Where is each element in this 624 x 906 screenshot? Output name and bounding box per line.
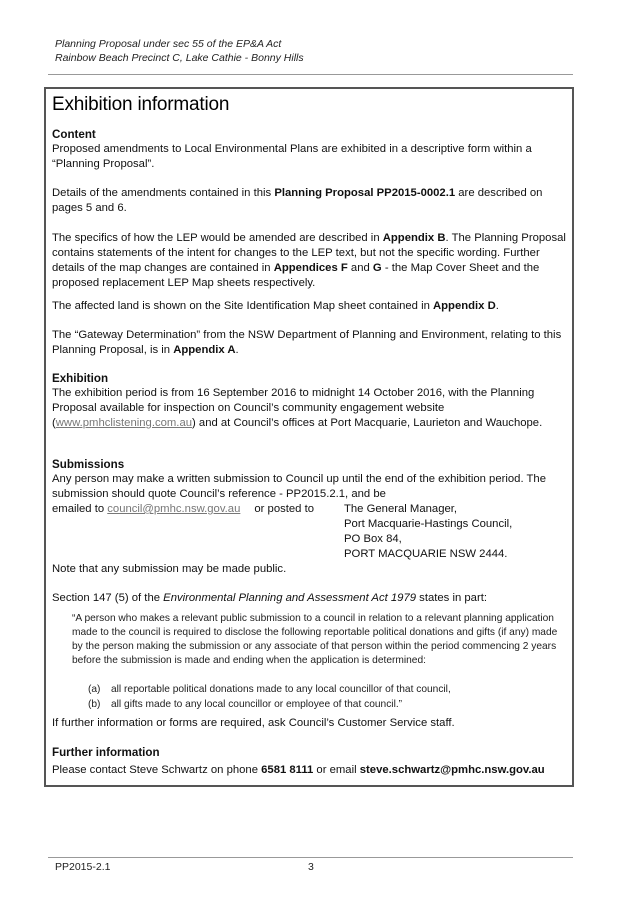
address-line-4: PORT MACQUARIE NSW 2444. [344,548,508,560]
header-rule [48,74,573,75]
section-147-line: Section 147 (5) of the Environmental Planning and Assessment Act 1979 states in part: [52,592,487,604]
footer-reference: PP2015-2.1 [55,861,111,873]
appendices-f: Appendices F [273,262,348,274]
appendix-d: Appendix D [433,300,496,312]
appendix-a: Appendix A [173,344,236,356]
exhibition-heading: Exhibition [52,372,109,385]
address-line-2: Port Macquarie-Hastings Council, [344,518,513,530]
act-title: Environmental Planning and Assessment Act 1979 [163,592,417,604]
content-p1: Proposed amendments to Local Environmental Plans are exhibited in a descriptive form within a “Planning Proposal”. [52,143,532,170]
further-information-section [52,745,572,778]
content-p3: The specifics of how the LEP would be amended are described in Appendix B. The Planning Proposal contains statements of the intent for changes to the LEP text, but not the specific wording. Further details of the map changes are contained in Appendices F and G - the Map Cover Sheet and the proposed replacement LEP Map sheets respectively. [52,232,566,289]
further-info-heading: Further information [52,746,160,759]
address-line-1: The General Manager, [344,503,458,515]
council-email-link[interactable]: council@pmhc.nsw.gov.au [107,503,241,515]
engagement-website-link[interactable]: www.pmhclistening.com.au [55,417,193,429]
appendix-g: G [372,262,382,274]
content-section [52,127,572,172]
contact-email: steve.schwartz@pmhc.nsw.gov.au [359,764,545,776]
contact-phone: 6581 8111 [261,764,314,776]
footer-rule [48,857,573,858]
further-info-note: If further information or forms are required, ask Council’s Customer Service staff. [52,717,455,729]
content-p4: The affected land is shown on the Site Identification Map sheet contained in Appendix D. [52,300,499,312]
box-title: Exhibition information [52,94,230,115]
exhibition-text: The exhibition period is from 16 September 2016 to midnight 14 October 2016, with the Planning Proposal available for inspection on Council’s community engagement website (www.pmhclistening.com.au) and at Council’s offices at Port Macquarie, Laurieton and Wauchope. [52,387,543,429]
appendix-b: Appendix B [382,232,446,244]
header-line-1: Planning Proposal under sec 55 of the EP&A Act [55,38,282,50]
document-header [55,37,304,65]
content-heading: Content [52,128,96,141]
proposal-ref: Planning Proposal PP2015-0002.1 [274,187,456,199]
quote-item-b-text: all gifts made to any local councillor or employee of that council.” [111,699,403,710]
quote-item-a-label: (a) [88,684,101,695]
submissions-heading: Submissions [52,458,125,471]
legal-quote: “A person who makes a relevant public submission to a council in relation to a relevant planning application made to the council is required to disclose the following reportable political donations and gifts (if any) made by the person making the submission or any associate of that person within the period commencing 2 years before the submission is made and ending when the application is determined: [72,613,558,666]
submissions-email-line: emailed to council@pmhc.nsw.gov.au or posted to [52,503,315,515]
content-p2: Details of the amendments contained in this Planning Proposal PP2015-0002.1 are described on pages 5 and 6. [52,187,543,214]
submissions-p1: Any person may make a written submission to Council up until the end of the exhibition period. The submission should quote Council’s reference - PP2015.2.1, and be [52,473,546,500]
quote-item-b-label: (b) [88,699,101,710]
page-number: 3 [308,861,314,873]
public-note: Note that any submission may be made public. [52,563,287,575]
contact-line: Please contact Steve Schwartz on phone 6581 8111 or email steve.schwartz@pmhc.nsw.gov.au [52,764,545,776]
posted-to-label: or posted to [254,503,315,515]
postal-address [344,502,512,562]
quote-item-a-text: all reportable political donations made to any local councillor of that council, [111,684,451,695]
address-line-3: PO Box 84, [344,533,402,545]
content-p5: The “Gateway Determination” from the NSW Department of Planning and Environment, relating to this Planning Proposal, is in Appendix A. [52,329,562,356]
header-line-2: Rainbow Beach Precinct C, Lake Cathie - Bonny Hills [55,52,304,64]
exhibition-section [52,371,572,431]
